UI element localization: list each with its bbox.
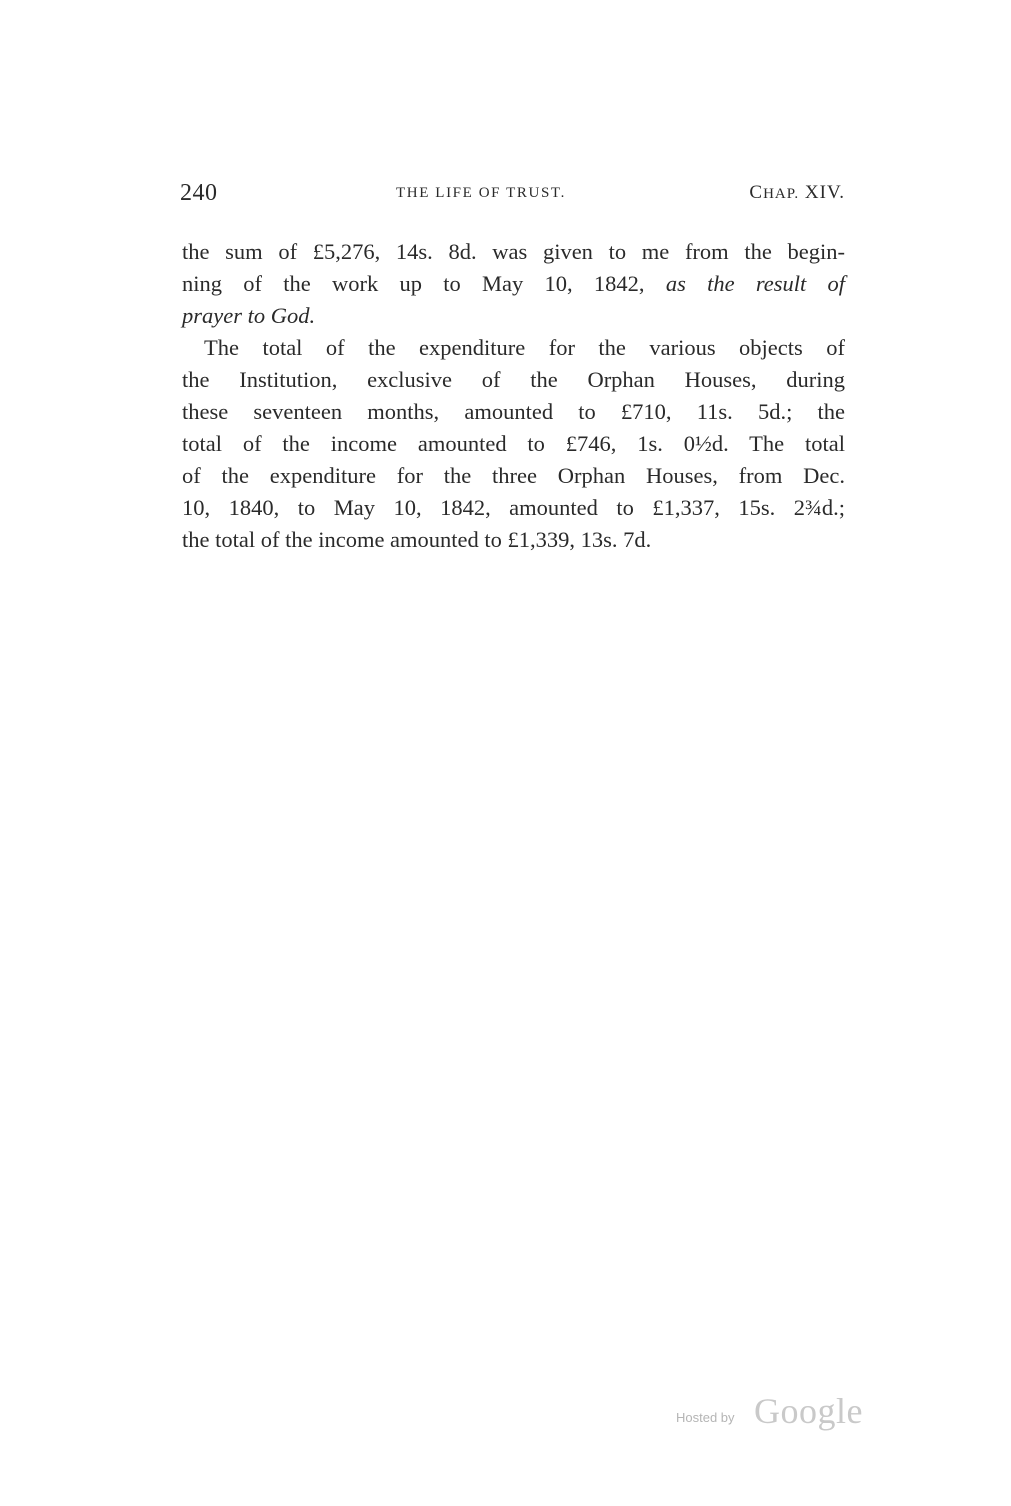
text-line: the Institution, exclusive of the Orphan Houses, during [182, 367, 845, 392]
text-line: The total of the expenditure for the various objects of [204, 335, 845, 360]
running-title: THE LIFE OF TRUST. [396, 185, 566, 201]
chapter-abbrev: HAP. [763, 186, 800, 202]
text-line [182, 268, 845, 300]
text-line: the total of the income amounted to £1,339, 13s. 7d. [182, 527, 652, 552]
text-line: the sum of £5,276, 14s. 8d. was given to me from the begin- [182, 239, 845, 264]
chapter-prefix: C [749, 182, 764, 203]
text-line: of the expenditure for the three Orphan Houses, from Dec. [182, 463, 845, 488]
text-line [182, 300, 845, 332]
text-segment: ning of the work up to May 10, 1842, [182, 271, 645, 296]
page-number: 240 [180, 180, 218, 206]
text-line: total of the income amounted to £746, 1s. 0½d. The total [182, 431, 845, 456]
text-line: these seventeen months, amounted to £710, 11s. 5d.; the [182, 399, 845, 424]
italic-text: as the result of [665, 271, 846, 296]
chapter-numeral: XIV. [804, 182, 845, 203]
body-text [182, 236, 845, 556]
google-logo: Google [754, 1391, 863, 1431]
hosted-by-google-watermark [676, 1390, 886, 1436]
hosted-by-label: Hosted by [676, 1410, 735, 1425]
running-head [180, 180, 845, 214]
chapter-reference [749, 182, 845, 204]
text-line: 10, 1840, to May 10, 1842, amounted to £1,337, 15s. 2¾d.; [182, 495, 845, 520]
italic-text: prayer to God. [182, 303, 316, 328]
